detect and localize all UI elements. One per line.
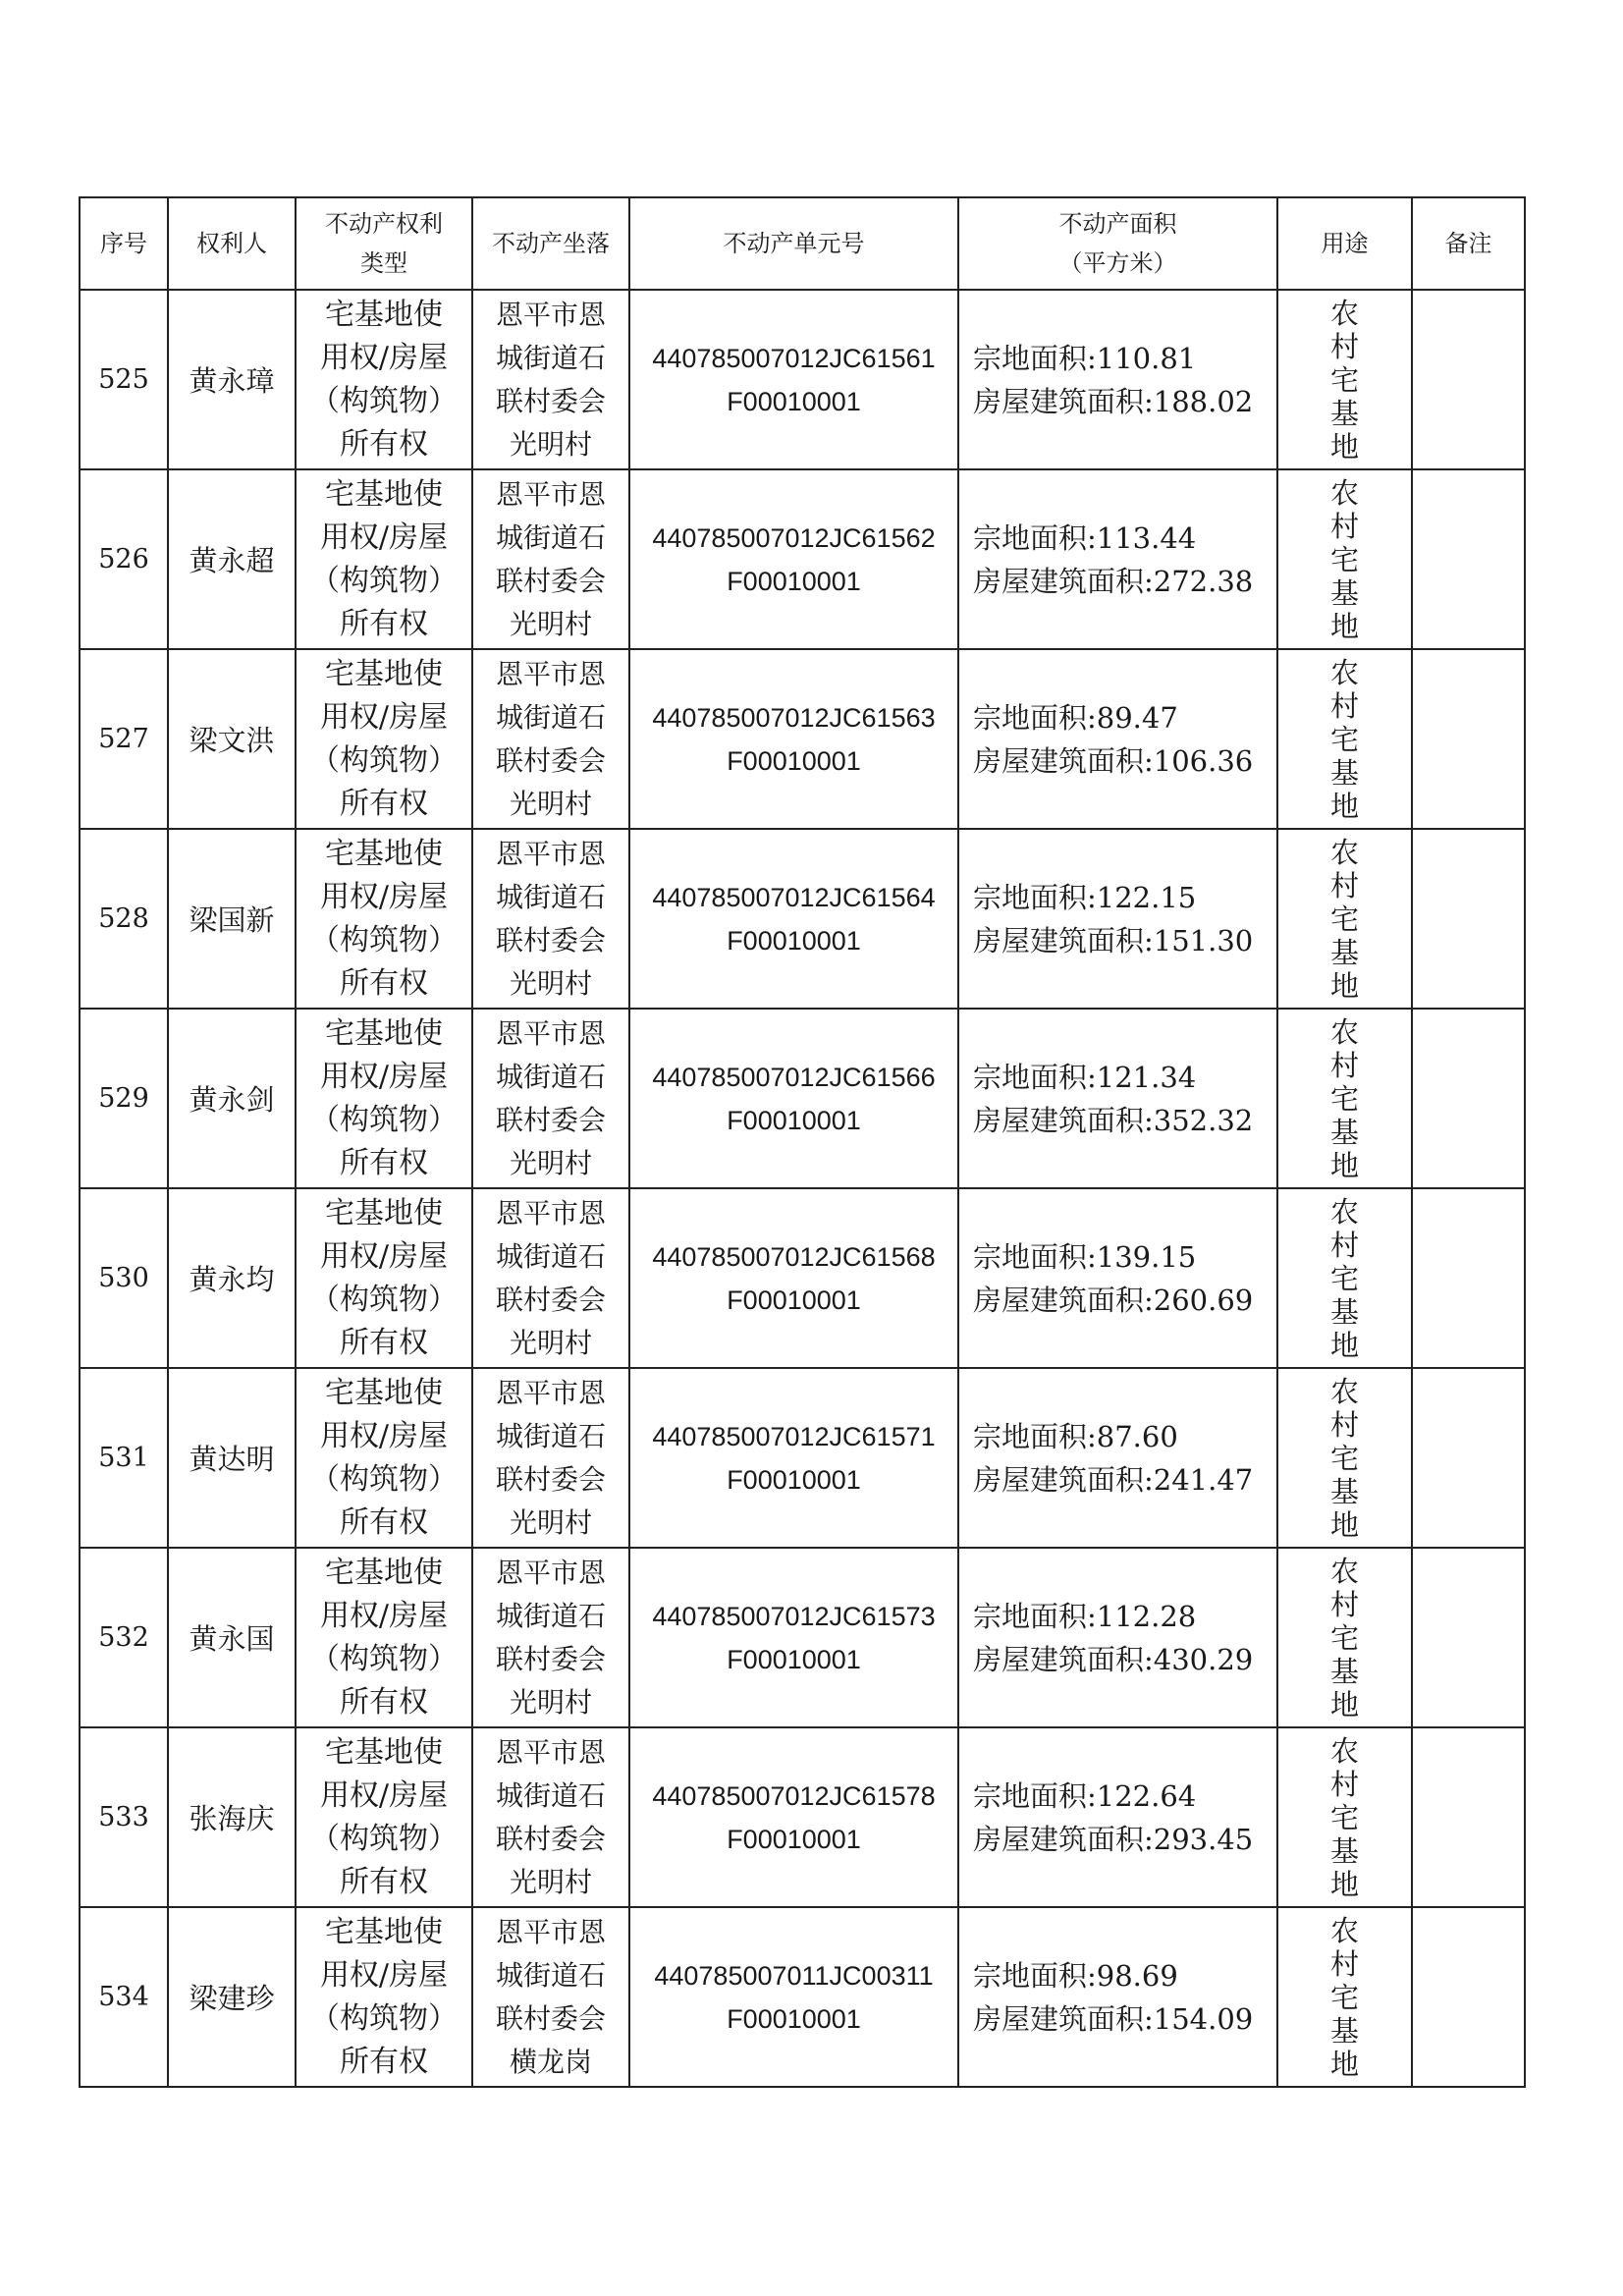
cell-area	[958, 1548, 1277, 1727]
use-char: 基	[1329, 1115, 1359, 1149]
cell-seq: 526	[80, 469, 168, 649]
cell-seq: 525	[80, 290, 168, 469]
use-char: 宅	[1329, 362, 1359, 397]
cell-unit-no	[629, 1009, 958, 1188]
right-type-line: 宅基地使	[325, 1015, 443, 1051]
right-type-line: （构筑物）	[310, 563, 458, 598]
location-line: 城街道石	[495, 700, 606, 734]
cell-seq: 532	[80, 1548, 168, 1727]
use-char: 宅	[1329, 722, 1359, 756]
building-area: 房屋建筑面积:188.02	[973, 384, 1254, 418]
location-line: 恩平市恩	[495, 657, 606, 690]
location-line: 城街道石	[495, 1958, 606, 1992]
table-header-row	[80, 197, 1525, 290]
location-line: 城街道石	[495, 1239, 606, 1273]
header-type	[296, 197, 472, 290]
use-char: 地	[1329, 2047, 1359, 2081]
land-area: 宗地面积:122.64	[973, 1778, 1197, 1813]
location-line: 光明村	[509, 966, 592, 1000]
cell-seq: 528	[80, 829, 168, 1009]
cell-use	[1277, 1907, 1412, 2087]
cell-unit-no	[629, 469, 958, 649]
unit-no-line: 440785007012JC61563	[652, 702, 936, 733]
cell-area	[958, 649, 1277, 829]
table-row	[80, 1727, 1525, 1907]
location-line: 恩平市恩	[495, 837, 606, 870]
right-type-line: 所有权	[340, 965, 428, 1001]
location-line: 联村委会	[495, 1822, 606, 1855]
header-use: 用途	[1277, 197, 1412, 290]
cell-owner: 黄永国	[168, 1548, 296, 1727]
right-type-line: 宅基地使	[325, 1734, 443, 1770]
right-type-line: 宅基地使	[325, 1375, 443, 1410]
location-line: 联村委会	[495, 1462, 606, 1496]
header-type-line2: 类型	[360, 249, 407, 277]
right-type-line: （构筑物）	[310, 2000, 458, 2036]
use-char: 地	[1329, 1507, 1359, 1542]
use-char: 基	[1329, 396, 1359, 430]
cell-seq: 530	[80, 1188, 168, 1368]
cell-unit-no	[629, 1907, 958, 2087]
header-type-line1: 不动产权利	[325, 210, 443, 238]
unit-no-line: 440785007012JC61568	[652, 1241, 936, 1272]
right-type-line: 所有权	[340, 1145, 428, 1180]
building-area: 房屋建筑面积:272.38	[973, 564, 1254, 598]
cell-unit-no	[629, 829, 958, 1009]
right-type-line: 宅基地使	[325, 297, 443, 332]
use-char: 农	[1329, 1374, 1359, 1408]
cell-seq: 527	[80, 649, 168, 829]
location-line: 恩平市恩	[495, 1915, 606, 1948]
cell-remark	[1412, 1009, 1525, 1188]
header-owner: 权利人	[168, 197, 296, 290]
right-type-line: 用权/房屋	[319, 1238, 449, 1274]
cell-location	[472, 829, 629, 1009]
unit-no-line: 440785007012JC61578	[652, 1780, 936, 1811]
cell-right-type	[296, 1009, 472, 1188]
cell-use	[1277, 469, 1412, 649]
cell-location	[472, 1548, 629, 1727]
location-line: 恩平市恩	[495, 1196, 606, 1230]
cell-owner: 梁文洪	[168, 649, 296, 829]
unit-no-line: 440785007012JC61562	[652, 522, 936, 553]
building-area: 房屋建筑面积:260.69	[973, 1283, 1254, 1317]
cell-right-type	[296, 649, 472, 829]
land-area: 宗地面积:139.15	[973, 1239, 1197, 1274]
use-char: 农	[1329, 296, 1359, 330]
unit-no-line: F00010001	[727, 925, 861, 956]
table-row	[80, 290, 1525, 469]
right-type-line: 用权/房屋	[319, 1418, 449, 1453]
right-type-line: （构筑物）	[310, 1102, 458, 1137]
right-type-line: 用权/房屋	[319, 699, 449, 735]
location-line: 联村委会	[495, 2001, 606, 2035]
table-body	[80, 290, 1525, 2087]
cell-right-type	[296, 1188, 472, 1368]
cell-owner: 梁国新	[168, 829, 296, 1009]
cell-location	[472, 290, 629, 469]
building-area: 房屋建筑面积:241.47	[973, 1462, 1254, 1497]
use-char: 地	[1329, 1867, 1359, 1901]
cell-area	[958, 1188, 1277, 1368]
right-type-line: 用权/房屋	[319, 519, 449, 555]
location-line: 城街道石	[495, 341, 606, 374]
unit-no-line: F00010001	[727, 386, 861, 416]
use-char: 宅	[1329, 1800, 1359, 1834]
cell-location	[472, 1368, 629, 1548]
use-char: 农	[1329, 1194, 1359, 1229]
right-type-line: 用权/房屋	[319, 1059, 449, 1094]
unit-no-line: 440785007012JC61573	[652, 1601, 936, 1631]
use-char: 宅	[1329, 1980, 1359, 2014]
cell-remark	[1412, 1368, 1525, 1548]
use-char: 村	[1329, 1407, 1359, 1442]
use-char: 村	[1329, 329, 1359, 363]
right-type-line: 用权/房屋	[319, 1957, 449, 1993]
cell-right-type	[296, 1907, 472, 2087]
use-char: 村	[1329, 688, 1359, 723]
header-location: 不动产坐落	[472, 197, 629, 290]
right-type-line: 宅基地使	[325, 1195, 443, 1230]
table-row	[80, 1548, 1525, 1727]
location-line: 光明村	[509, 787, 592, 820]
cell-right-type	[296, 1368, 472, 1548]
use-char: 基	[1329, 1654, 1359, 1688]
use-char: 基	[1329, 575, 1359, 610]
cell-remark	[1412, 290, 1525, 469]
header-unit-no: 不动产单元号	[629, 197, 958, 290]
use-char: 地	[1329, 1328, 1359, 1362]
cell-owner: 黄永剑	[168, 1009, 296, 1188]
table-row	[80, 829, 1525, 1009]
location-line: 光明村	[509, 1505, 592, 1539]
use-char: 农	[1329, 1913, 1359, 1947]
cell-remark	[1412, 1548, 1525, 1727]
location-line: 光明村	[509, 1146, 592, 1179]
unit-no-line: F00010001	[727, 745, 861, 776]
cell-owner: 张海庆	[168, 1727, 296, 1907]
land-area: 宗地面积:98.69	[973, 1958, 1178, 1993]
header-seq: 序号	[80, 197, 168, 290]
right-type-line: 宅基地使	[325, 656, 443, 691]
location-line: 联村委会	[495, 1283, 606, 1316]
location-line: 城街道石	[495, 1419, 606, 1452]
right-type-line: 宅基地使	[325, 476, 443, 512]
building-area: 房屋建筑面积:154.09	[973, 2001, 1254, 2036]
table-row	[80, 1188, 1525, 1368]
land-area: 宗地面积:112.28	[973, 1599, 1197, 1633]
unit-no-line: F00010001	[727, 1824, 861, 1854]
location-line: 恩平市恩	[495, 1556, 606, 1589]
right-type-line: 用权/房屋	[319, 879, 449, 914]
use-char: 宅	[1329, 902, 1359, 936]
unit-no-line: 440785007012JC61564	[652, 882, 936, 912]
right-type-line: 所有权	[340, 426, 428, 462]
unit-no-line: 440785007012JC61571	[652, 1421, 936, 1451]
use-char: 基	[1329, 1294, 1359, 1329]
location-line: 恩平市恩	[495, 298, 606, 331]
location-line: 城街道石	[495, 1778, 606, 1812]
header-area-line2: （平方米）	[1058, 249, 1177, 277]
location-line: 恩平市恩	[495, 1016, 606, 1050]
location-line: 联村委会	[495, 743, 606, 777]
cell-owner: 黄永璋	[168, 290, 296, 469]
cell-unit-no	[629, 1548, 958, 1727]
header-area-line1: 不动产面积	[1058, 210, 1177, 238]
table-row	[80, 1368, 1525, 1548]
unit-no-line: F00010001	[727, 1464, 861, 1495]
cell-right-type	[296, 1548, 472, 1727]
location-line: 联村委会	[495, 384, 606, 417]
use-char: 地	[1329, 609, 1359, 643]
cell-unit-no	[629, 1368, 958, 1548]
land-area: 宗地面积:113.44	[973, 520, 1197, 555]
use-char: 村	[1329, 1946, 1359, 1981]
location-line: 光明村	[509, 607, 592, 640]
use-char: 基	[1329, 1474, 1359, 1508]
cell-area	[958, 469, 1277, 649]
cell-right-type	[296, 829, 472, 1009]
use-char: 地	[1329, 1148, 1359, 1182]
location-line: 城街道石	[495, 1060, 606, 1093]
land-area: 宗地面积:87.60	[973, 1419, 1178, 1453]
right-type-line: 用权/房屋	[319, 1598, 449, 1633]
use-char: 村	[1329, 1048, 1359, 1082]
cell-area	[958, 829, 1277, 1009]
location-line: 光明村	[509, 1685, 592, 1719]
right-type-line: （构筑物）	[310, 1641, 458, 1676]
cell-unit-no	[629, 290, 958, 469]
cell-seq: 534	[80, 1907, 168, 2087]
cell-area	[958, 290, 1277, 469]
cell-remark	[1412, 469, 1525, 649]
use-char: 农	[1329, 475, 1359, 510]
registration-table	[79, 196, 1526, 2088]
use-char: 地	[1329, 1687, 1359, 1722]
location-line: 城街道石	[495, 1599, 606, 1632]
use-char: 宅	[1329, 1261, 1359, 1295]
use-char: 村	[1329, 868, 1359, 902]
cell-area	[958, 1907, 1277, 2087]
use-char: 村	[1329, 1767, 1359, 1801]
building-area: 房屋建筑面积:352.32	[973, 1103, 1254, 1137]
location-line: 城街道石	[495, 880, 606, 913]
use-char: 宅	[1329, 1441, 1359, 1475]
land-area: 宗地面积:89.47	[973, 700, 1178, 735]
use-char: 基	[1329, 2013, 1359, 2048]
cell-use	[1277, 1727, 1412, 1907]
right-type-line: （构筑物）	[310, 922, 458, 957]
use-char: 地	[1329, 429, 1359, 464]
header-remark: 备注	[1412, 197, 1525, 290]
cell-remark	[1412, 1188, 1525, 1368]
cell-seq: 531	[80, 1368, 168, 1548]
use-char: 宅	[1329, 1081, 1359, 1116]
cell-location	[472, 649, 629, 829]
location-line: 恩平市恩	[495, 477, 606, 511]
unit-no-line: 440785007011JC00311	[654, 1960, 934, 1991]
cell-remark	[1412, 1907, 1525, 2087]
cell-seq: 529	[80, 1009, 168, 1188]
unit-no-line: 440785007012JC61566	[652, 1062, 936, 1092]
cell-owner: 梁建珍	[168, 1907, 296, 2087]
right-type-line: （构筑物）	[310, 1821, 458, 1856]
right-type-line: 所有权	[340, 1684, 428, 1720]
location-line: 联村委会	[495, 1103, 606, 1136]
use-char: 基	[1329, 935, 1359, 969]
use-char: 基	[1329, 1833, 1359, 1868]
header-area	[958, 197, 1277, 290]
cell-seq: 533	[80, 1727, 168, 1907]
building-area: 房屋建筑面积:430.29	[973, 1642, 1254, 1676]
use-char: 宅	[1329, 542, 1359, 576]
unit-no-line: F00010001	[727, 1644, 861, 1674]
building-area: 房屋建筑面积:106.36	[973, 743, 1254, 778]
right-type-line: （构筑物）	[310, 383, 458, 418]
right-type-line: 所有权	[340, 606, 428, 641]
location-line: 联村委会	[495, 923, 606, 957]
use-char: 地	[1329, 789, 1359, 823]
cell-use	[1277, 649, 1412, 829]
cell-right-type	[296, 1727, 472, 1907]
right-type-line: 宅基地使	[325, 836, 443, 871]
location-line: 恩平市恩	[495, 1735, 606, 1769]
cell-location	[472, 1907, 629, 2087]
cell-area	[958, 1368, 1277, 1548]
use-char: 农	[1329, 1554, 1359, 1588]
cell-location	[472, 1727, 629, 1907]
cell-location	[472, 469, 629, 649]
right-type-line: 宅基地使	[325, 1914, 443, 1949]
right-type-line: 宅基地使	[325, 1555, 443, 1590]
cell-remark	[1412, 649, 1525, 829]
land-area: 宗地面积:110.81	[973, 341, 1197, 375]
use-char: 农	[1329, 835, 1359, 869]
use-char: 基	[1329, 755, 1359, 790]
building-area: 房屋建筑面积:151.30	[973, 923, 1254, 957]
cell-remark	[1412, 829, 1525, 1009]
right-type-line: 所有权	[340, 1325, 428, 1360]
unit-no-line: F00010001	[727, 1105, 861, 1135]
cell-unit-no	[629, 1188, 958, 1368]
cell-use	[1277, 1009, 1412, 1188]
cell-use	[1277, 1548, 1412, 1727]
location-line: 联村委会	[495, 564, 606, 597]
location-line: 光明村	[509, 1865, 592, 1898]
table-row	[80, 649, 1525, 829]
use-char: 村	[1329, 1587, 1359, 1621]
right-type-line: 用权/房屋	[319, 1777, 449, 1813]
right-type-line: （构筑物）	[310, 1461, 458, 1497]
table-row	[80, 1907, 1525, 2087]
cell-use	[1277, 290, 1412, 469]
right-type-line: （构筑物）	[310, 1282, 458, 1317]
use-char: 农	[1329, 655, 1359, 689]
use-char: 村	[1329, 509, 1359, 543]
cell-location	[472, 1009, 629, 1188]
cell-owner: 黄永均	[168, 1188, 296, 1368]
right-type-line: 所有权	[340, 786, 428, 821]
cell-owner: 黄永超	[168, 469, 296, 649]
cell-unit-no	[629, 1727, 958, 1907]
land-area: 宗地面积:122.15	[973, 880, 1197, 914]
unit-no-line: F00010001	[727, 1285, 861, 1315]
right-type-line: 用权/房屋	[319, 340, 449, 375]
table-row	[80, 1009, 1525, 1188]
cell-owner: 黄达明	[168, 1368, 296, 1548]
unit-no-line: F00010001	[727, 566, 861, 596]
location-line: 光明村	[509, 427, 592, 461]
right-type-line: 所有权	[340, 1864, 428, 1899]
use-char: 宅	[1329, 1620, 1359, 1655]
location-line: 联村委会	[495, 1642, 606, 1675]
use-char: 农	[1329, 1014, 1359, 1049]
cell-area	[958, 1727, 1277, 1907]
cell-unit-no	[629, 649, 958, 829]
cell-area	[958, 1009, 1277, 1188]
unit-no-line: 440785007012JC61561	[652, 343, 936, 373]
land-area: 宗地面积:121.34	[973, 1060, 1197, 1094]
use-char: 农	[1329, 1733, 1359, 1768]
cell-remark	[1412, 1727, 1525, 1907]
location-line: 光明村	[509, 1326, 592, 1359]
use-char: 地	[1329, 968, 1359, 1003]
cell-use	[1277, 829, 1412, 1009]
right-type-line: 所有权	[340, 1504, 428, 1540]
cell-right-type	[296, 469, 472, 649]
cell-location	[472, 1188, 629, 1368]
building-area: 房屋建筑面积:293.45	[973, 1822, 1254, 1856]
use-char: 村	[1329, 1228, 1359, 1262]
location-line: 恩平市恩	[495, 1376, 606, 1409]
unit-no-line: F00010001	[727, 2003, 861, 2034]
location-line: 城街道石	[495, 520, 606, 554]
cell-right-type	[296, 290, 472, 469]
table-row	[80, 469, 1525, 649]
right-type-line: 所有权	[340, 2044, 428, 2079]
cell-use	[1277, 1368, 1412, 1548]
cell-use	[1277, 1188, 1412, 1368]
right-type-line: （构筑物）	[310, 742, 458, 778]
location-line: 横龙岗	[509, 2045, 592, 2078]
